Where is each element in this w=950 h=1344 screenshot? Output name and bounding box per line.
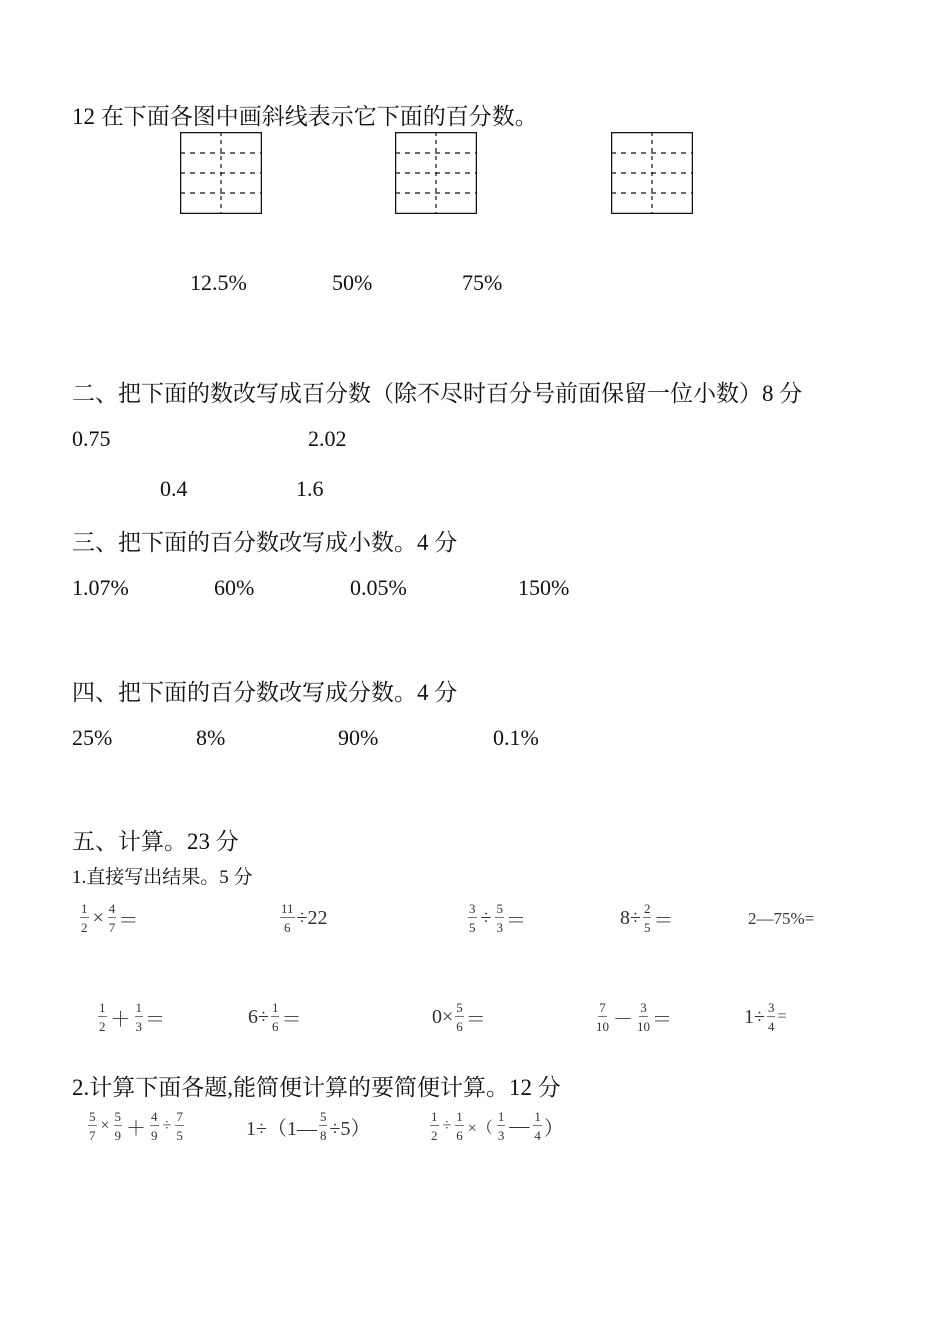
q12-title: 12 在下面各图中画斜线表示它下面的百分数。 (72, 104, 538, 129)
s5-subtitle-1: 1.直接写出结果。5 分 (72, 867, 253, 888)
calc-r2-2: 6÷ $\frac{1}{6}$ ＝ (248, 1000, 302, 1034)
s2-item-1: 0.75 (72, 426, 111, 451)
s4-item-1: 25% (72, 725, 113, 750)
calc-r1-5: 2—75%= (748, 909, 815, 928)
section5-title: 五、计算。23 分 (72, 829, 239, 854)
s5-subtitle-2: 2.计算下面各题,能简便计算的要简便计算。12 分 (72, 1075, 561, 1100)
calc-r3-1: $\frac{5}{7}$ × $\frac{5}{9}$ ＋ $\frac{4}{9}$ ÷ $\frac{7}{5}$ (89, 1109, 183, 1143)
grid-square-1[interactable] (180, 132, 262, 214)
calc-r3-2: 1÷（1— $\frac{5}{8}$ ÷5） (246, 1109, 371, 1143)
s4-item-3: 90% (338, 725, 379, 750)
calc-r1-4: 8÷ $\frac{2}{5}$ ＝ (620, 901, 674, 935)
percent-label-2: 50% (332, 270, 373, 295)
calc-r1-3: $\frac{3}{5}$ ÷ $\frac{5}{3}$ ＝ (469, 901, 526, 935)
calc-r2-1: $\frac{1}{2}$ ＋ $\frac{1}{3}$ ＝ (99, 1000, 165, 1034)
section2-title: 二、把下面的数改写成百分数（除不尽时百分号前面保留一位小数）8 分 (72, 381, 803, 406)
percent-label-1: 12.5% (190, 270, 247, 295)
grid-square-2[interactable] (395, 132, 477, 214)
s3-item-3: 0.05% (350, 575, 407, 600)
calc-r3-3: $\frac{1}{2}$ ÷ $\frac{1}{6}$ ×（ $\frac{1}{3}$ — $\frac{1}{4}$ ） (431, 1109, 564, 1143)
section4-title: 四、把下面的百分数改写成分数。4 分 (72, 680, 458, 705)
s2-item-3: 0.4 (160, 476, 188, 501)
s3-item-1: 1.07% (72, 575, 129, 600)
s3-item-2: 60% (214, 575, 255, 600)
calc-r2-4: $\frac{7}{10}$ － $\frac{3}{10}$ ＝ (596, 1000, 672, 1034)
s4-item-2: 8% (196, 725, 226, 750)
s3-item-4: 150% (518, 575, 570, 600)
s4-item-4: 0.1% (493, 725, 539, 750)
s2-item-4: 1.6 (296, 476, 324, 501)
section3-title: 三、把下面的百分数改写成小数。4 分 (72, 530, 458, 555)
calc-r2-3: 0× $\frac{5}{6}$ ＝ (432, 1000, 486, 1034)
calc-r2-5: 1÷ $\frac{3}{4}$ = (744, 1000, 787, 1034)
calc-r1-2: $\frac{11}{6}$ ÷22 (281, 901, 328, 935)
s2-item-2: 2.02 (308, 426, 347, 451)
calc-r1-1: $\frac{1}{2}$ × $\frac{4}{7}$ ＝ (81, 901, 139, 935)
grid-square-3[interactable] (611, 132, 693, 214)
percent-label-3: 75% (462, 270, 503, 295)
